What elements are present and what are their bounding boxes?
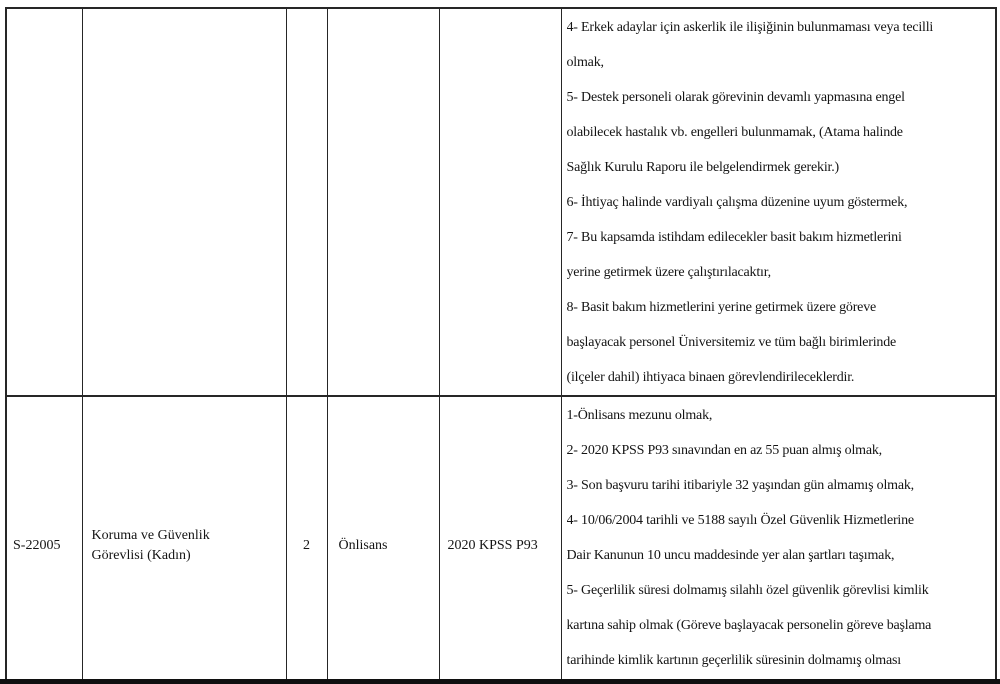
text-line: olmak, bbox=[566, 55, 604, 70]
cell-requirements bbox=[561, 396, 996, 684]
cell-position-count bbox=[286, 8, 327, 396]
text-line: yerine getirmek üzere çalıştırılacaktır, bbox=[566, 265, 771, 280]
text-line: 5- Geçerlilik süresi dolmamış silahlı özel güvenlik görevlisi kimlik bbox=[566, 583, 929, 598]
cell-education-level bbox=[327, 8, 439, 396]
requirements-text bbox=[562, 397, 996, 678]
text-line: 5- Destek personeli olarak görevinin devamlı yapmasına engel bbox=[566, 90, 905, 105]
text-line: tarihinde kimlik kartının geçerlilik süresinin dolmamış olması bbox=[566, 653, 901, 668]
text-line: 4- Erkek adaylar için askerlik ile ilişiğinin bulunmaması veya tecilli bbox=[566, 20, 934, 35]
text-line: 8- Basit bakım hizmetlerini yerine getirmek üzere göreve bbox=[566, 300, 877, 315]
cell-exam-score-type bbox=[439, 8, 561, 396]
text-line: olabilecek hastalık vb. engelleri bulunmamak, (Atama halinde bbox=[566, 125, 903, 140]
cell-position-count: 2 bbox=[286, 396, 327, 684]
cell-exam-score-type: 2020 KPSS P93 bbox=[439, 396, 561, 684]
position-title-text bbox=[92, 526, 276, 566]
page-bottom-border bbox=[0, 679, 1000, 684]
table-row-s22005 bbox=[6, 396, 996, 684]
text-line: (ilçeler dahil) ihtiyaca binaen görevlendirileceklerdir. bbox=[566, 370, 855, 385]
text-line: Sağlık Kurulu Raporu ile belgelendirmek gerekir.) bbox=[566, 160, 839, 175]
cell-education-level: Önlisans bbox=[327, 396, 439, 684]
job-posting-table bbox=[5, 7, 997, 684]
text-line: Dair Kanunun 10 uncu maddesinde yer alan şartları taşımak, bbox=[566, 548, 895, 563]
text-line: 1-Önlisans mezunu olmak, bbox=[566, 408, 713, 423]
cell-requirements bbox=[561, 8, 996, 396]
text-line: Koruma ve Güvenlik bbox=[91, 528, 210, 543]
text-line: 2- 2020 KPSS P93 sınavından en az 55 puan almış olmak, bbox=[566, 443, 882, 458]
text-line: başlayacak personel Üniversitemiz ve tüm bağlı birimlerinde bbox=[566, 335, 897, 350]
table-row-continuation bbox=[6, 8, 996, 396]
text-line: Görevlisi (Kadın) bbox=[91, 548, 191, 563]
text-line: kartına sahip olmak (Göreve başlayacak personelin göreve başlama bbox=[566, 618, 932, 633]
text-line: 4- 10/06/2004 tarihli ve 5188 sayılı Özel Güvenlik Hizmetlerine bbox=[566, 513, 914, 528]
cell-position-title bbox=[82, 396, 286, 684]
text-line: 7- Bu kapsamda istihdam edilecekler basit bakım hizmetlerini bbox=[566, 230, 902, 245]
cell-position-title bbox=[82, 8, 286, 396]
cell-position-code bbox=[6, 8, 82, 396]
requirements-text bbox=[562, 9, 996, 395]
text-line: 3- Son başvuru tarihi itibariyle 32 yaşından gün almamış olmak, bbox=[566, 478, 914, 493]
text-line: 6- İhtiyaç halinde vardiyalı çalışma düzenine uyum göstermek, bbox=[566, 195, 908, 210]
cell-position-code: S-22005 bbox=[6, 396, 82, 684]
